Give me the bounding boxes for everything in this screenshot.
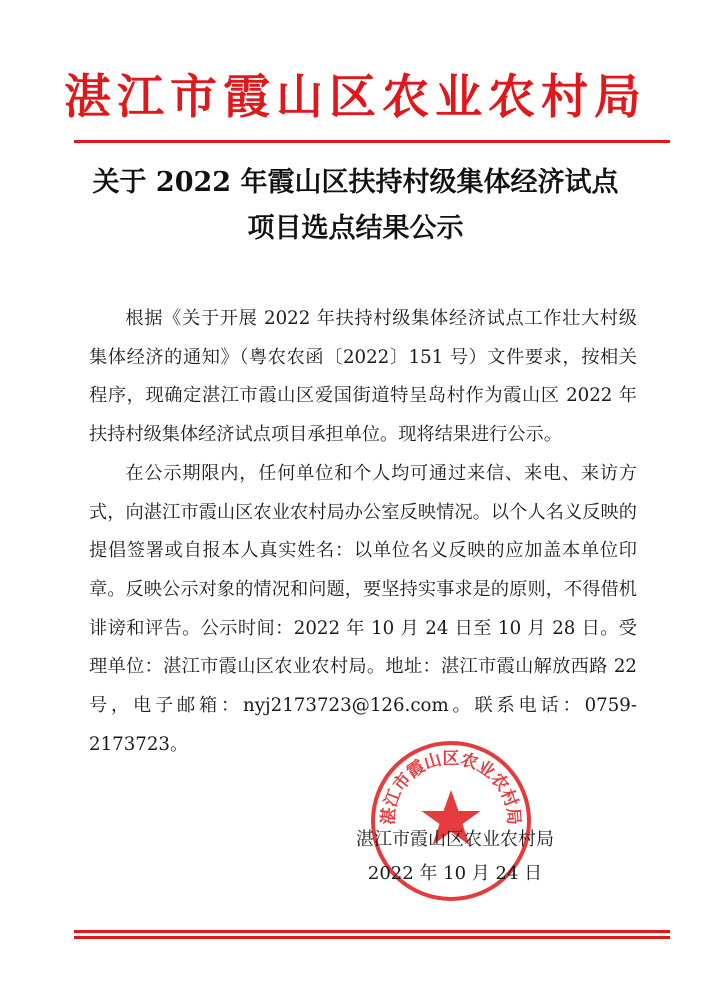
header-red-rule — [74, 140, 670, 143]
seal-text-path: 湛江市霞山区农业农村局 — [378, 749, 524, 826]
body-paragraph-1: 根据《关于开展 2022 年扶持村级集体经济试点工作壮大村级集体经济的通知》（粤农农函〔2022〕151 号）文件要求，按相关程序，现确定湛江市霞山区爱国街道特呈岛村作为霞山区 2022 年扶持村级集体经济试点项目承担单位。现将结果进行公示。 — [89, 308, 637, 446]
signature-block — [330, 823, 580, 891]
footer-red-rule-2 — [74, 936, 670, 939]
org-header-title: 湛江市霞山区农业农村局 — [64, 70, 647, 125]
signature-org: 湛江市霞山区农业农村局 — [356, 829, 554, 850]
title-line-1: 关于 2022 年霞山区扶持村级集体经济试点 — [92, 167, 619, 198]
document-body — [89, 300, 637, 764]
document-title — [0, 164, 711, 256]
signature-date: 2022 年 10 月 24 日 — [367, 863, 543, 884]
body-paragraph-2: 在公示期限内，任何单位和个人均可通过来信、来电、来访方式，向湛江市霞山区农业农村局办公室反映情况。以个人名义反映的提倡签署或自报本人真实姓名：以单位名义反映的应加盖本单位印章。反映公示对象的情况和问题，要坚持实事求是的原则，不得借机诽谤和评告。公示时间：2022 年 10 月 24 日至 10 月 28 日。受理单位：湛江市霞山区农业农村局。地址：湛江市霞山解放西路 22 号，电子邮箱：nyj2173723@126.com。联系电话：0759-2173723。 — [89, 462, 637, 755]
title-line-2: 项目选点结果公示 — [247, 213, 464, 244]
footer-red-rule-1 — [74, 930, 670, 933]
